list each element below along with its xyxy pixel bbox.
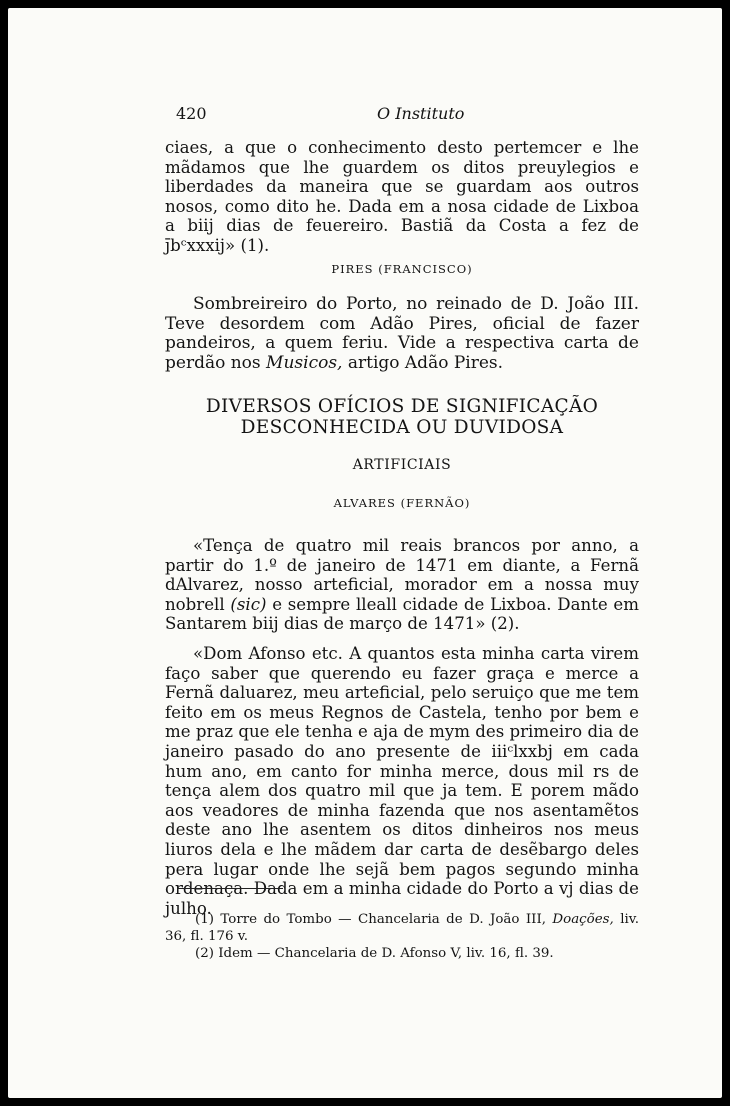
entry-text-pires: Sombreireiro do Porto, no reinado de D. João III. Teve desordem com Adão Pires, oficial de fazer pandeiros, a quem feriu. Vide a respectiva carta de perdão nos Musicos, artigo Adão Pires.	[165, 294, 639, 373]
section-heading	[165, 396, 639, 438]
subsection-heading: ARTIFICIAIS	[352, 457, 452, 473]
footnote-2: (2) Idem — Chancelaria de D. Afonso V, liv. 16, fl. 39.	[195, 946, 554, 961]
footnote-1: (1) Torre do Tombo — Chancelaria de D. João III, Doações, liv. 36, fl. 176 v.	[165, 912, 639, 944]
book-page	[8, 8, 722, 1098]
section-heading-line-2: DESCONHECIDA OU DUVIDOSA	[240, 417, 564, 438]
running-header	[165, 100, 643, 124]
continued-paragraph: ciaes, a que o conhecimento desto pertemcer e lhe mãdamos que lhe guardem os ditos preuylegios e liberdades da maneira que se guardam aos outros nosos, como dito he. Dada em a nosa cidade de Lixboa a biij dias de feuereiro. Bastiã da Costa a fez de j̄bᶜxxxij» (1).	[165, 138, 639, 255]
entry-quote-1: «Tença de quatro mil reais brancos por anno, a partir do 1.º de janeiro de 1471 em diante, a Fernã dAlvarez, nosso arteficial, morador em a nossa muy nobrell (sic) e sempre lleall cidade de Lixboa. Dante em Santarem biij dias de março de 1471» (2).	[165, 536, 639, 634]
entry-heading-pires: PIRES (FRANCISCO)	[331, 262, 473, 276]
entry-quote-2: «Dom Afonso etc. A quantos esta minha carta virem faço saber que querendo eu fazer graça e merce a Fernã daluarez, meu arteficial, pelo seruiço que me tem feito em os meus Regnos de Castela, tenho por bem e me praz que ele tenha e aja de mym des primeiro dia de janeiro pasado do ano presente de iiiᶜlxxbj em cada hum ano, em canto for minha merce, dous mil rs de tença alem dos quatro mil que ja tem. E porem mãdo aos veadores de minha fazenda que nos asentamẽtos deste ano lhe asentem os ditos dinheiros nos meus liuros dela e lhe mãdem dar carta de desẽbargo deles pera lugar onde lhe sejã bem pagos segundo minha ordenaça. Dada em a minha cidade do Porto a vj dias de julho.	[165, 644, 639, 918]
section-heading-line-1: DIVERSOS OFÍCIOS DE SIGNIFICAÇÃO	[205, 396, 599, 417]
italic-reference: Musicos,	[266, 352, 343, 373]
page-number: 420	[176, 104, 207, 123]
entry-heading-alvares: ALVARES (FERNÃO)	[333, 496, 471, 510]
footnote-rule	[177, 888, 283, 889]
sic-marker: (sic)	[230, 594, 267, 614]
running-title: O Instituto	[377, 104, 465, 123]
